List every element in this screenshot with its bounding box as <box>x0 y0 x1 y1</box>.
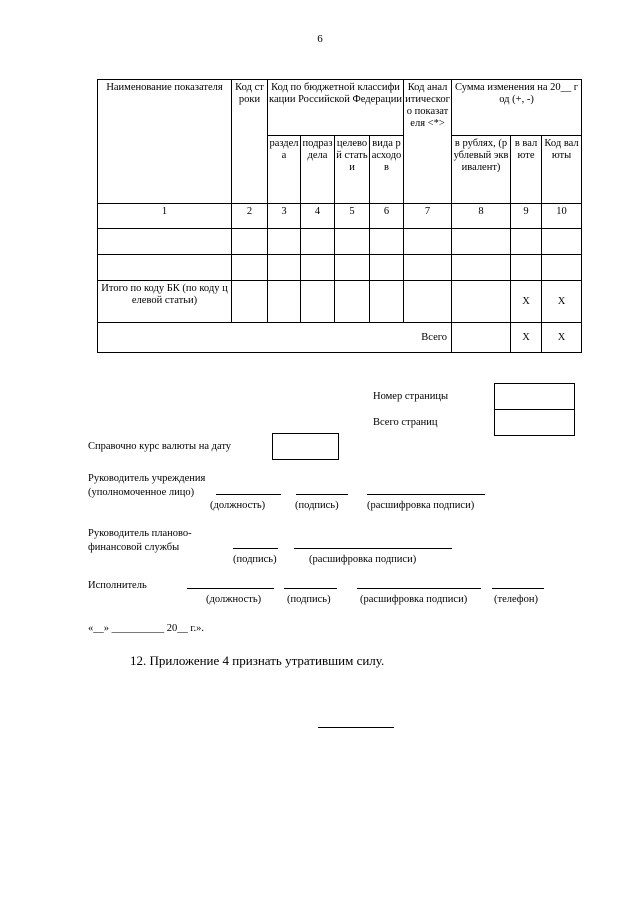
col-number: 8 <box>452 204 511 229</box>
header-razdel: раздела <box>268 136 301 204</box>
table-row <box>98 229 582 255</box>
header-vid: вида расходов <box>370 136 404 204</box>
head-label-1: Руководитель учреждения <box>88 473 206 484</box>
rate-date-box[interactable] <box>272 433 339 460</box>
col-number: 6 <box>370 204 404 229</box>
head-decode-caption: (расшифровка подписи) <box>367 500 475 511</box>
change-table <box>97 79 582 353</box>
itogo-row <box>98 281 582 323</box>
total-row <box>98 323 582 353</box>
executor-label: Исполнитель <box>88 580 147 591</box>
head-position-line[interactable] <box>216 494 281 495</box>
x-mark: X <box>542 323 582 353</box>
col-number: 2 <box>232 204 268 229</box>
header-analytic-code: Код аналитического показателя <*> <box>404 80 452 204</box>
planning-label-2: финансовой службы <box>88 542 180 553</box>
total-pages-label: Всего страниц <box>373 417 438 428</box>
col-number: 1 <box>98 204 232 229</box>
itogo-label: Итого по коду БК (по коду целевой статьи) <box>98 281 232 323</box>
header-rub: в рублях, (рублевый эквивалент) <box>452 136 511 204</box>
planning-signature-caption: (подпись) <box>233 554 277 565</box>
col-number: 5 <box>335 204 370 229</box>
executor-signature-caption: (подпись) <box>287 594 331 605</box>
executor-decode-caption: (расшифровка подписи) <box>360 594 468 605</box>
col-number: 9 <box>511 204 542 229</box>
planning-decode-caption: (расшифровка подписи) <box>309 554 417 565</box>
header-sum: Сумма изменения на 20__ год (+, -) <box>452 80 582 136</box>
planning-decode-line[interactable] <box>294 548 452 549</box>
header-celevoi: целевой статьи <box>335 136 370 204</box>
date-line: «__» __________ 20__ г.». <box>88 623 204 634</box>
planning-signature-line[interactable] <box>233 548 278 549</box>
executor-phone-line[interactable] <box>492 588 544 589</box>
head-decode-line[interactable] <box>367 494 485 495</box>
executor-position-caption: (должность) <box>206 594 262 605</box>
table-row <box>98 255 582 281</box>
header-val: в валюте <box>511 136 542 204</box>
executor-decode-line[interactable] <box>357 588 481 589</box>
x-mark: X <box>511 281 542 323</box>
executor-phone-caption: (телефон) <box>494 594 538 605</box>
col-number: 7 <box>404 204 452 229</box>
col-number: 3 <box>268 204 301 229</box>
closing-rule <box>318 727 394 728</box>
col-number: 4 <box>301 204 335 229</box>
header-kodval: Код валюты <box>542 136 582 204</box>
head-label-2: (уполномоченное лицо) <box>88 487 195 498</box>
header-podrazdel: подраздела <box>301 136 335 204</box>
page-number: 6 <box>317 33 323 45</box>
x-mark: X <box>542 281 582 323</box>
x-mark: X <box>511 323 542 353</box>
planning-label-1: Руководитель планово- <box>88 528 192 539</box>
col-number: 10 <box>542 204 582 229</box>
rate-label: Справочно курс валюты на дату <box>88 441 232 452</box>
head-signature-line[interactable] <box>296 494 348 495</box>
total-pages-box[interactable] <box>494 409 575 436</box>
executor-position-line[interactable] <box>187 588 274 589</box>
total-label: Всего <box>98 323 452 353</box>
item-12: 12. Приложение 4 признать утратившим силу. <box>130 653 385 668</box>
head-position-caption: (должность) <box>210 500 266 511</box>
header-name: Наименование показателя <box>98 80 232 204</box>
page-number-label: Номер страницы <box>373 391 449 402</box>
executor-signature-line[interactable] <box>284 588 337 589</box>
head-signature-caption: (подпись) <box>295 500 339 511</box>
header-row-code: Код строки <box>232 80 268 204</box>
page-number-box[interactable] <box>494 383 575 410</box>
header-bk-code: Код по бюджетной классификации Российской Федерации <box>268 80 404 136</box>
